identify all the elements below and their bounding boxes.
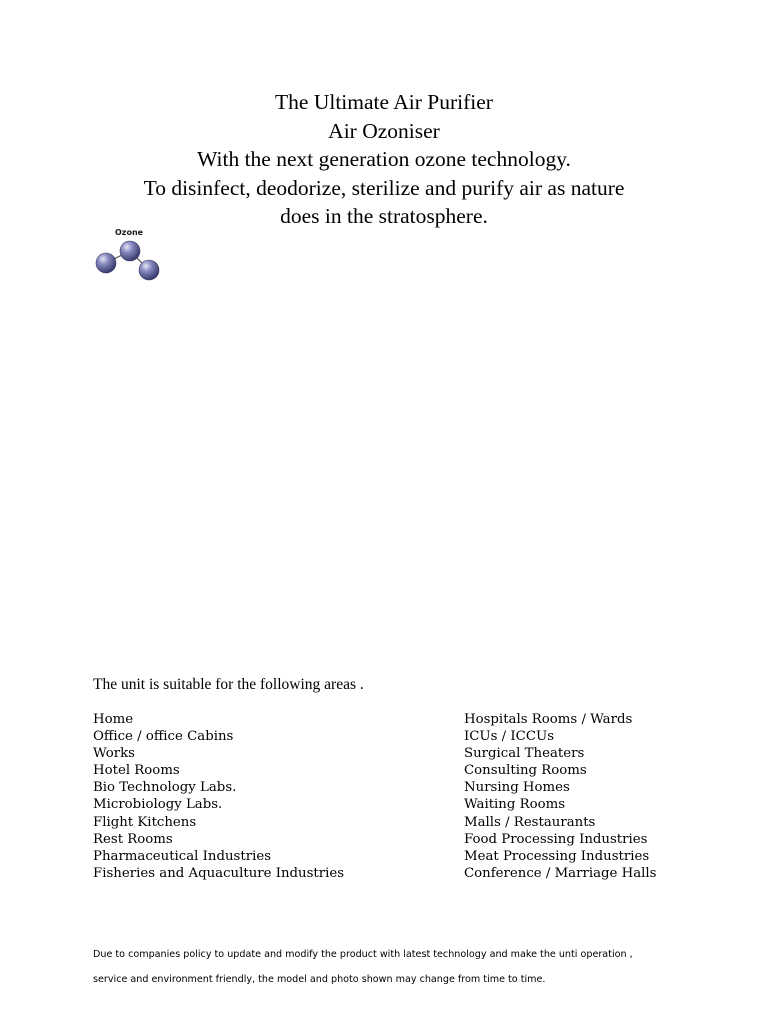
ozone-molecule-icon [92, 226, 164, 286]
product-title: The Ultimate Air Purifier [275, 90, 493, 114]
list-item: Hotel Rooms [93, 763, 180, 779]
list-item: Hospitals Rooms / Wards [464, 712, 633, 727]
list-item: Fisheries and Aquaculture Industries [93, 865, 345, 881]
ozone-label: Ozone [115, 228, 144, 237]
ozone-molecule [92, 226, 164, 286]
list-item: Rest Rooms [93, 831, 173, 847]
disclaimer-line-1: Due to companies policy to update and modify the product with latest technology and make the unti operation , [93, 949, 633, 961]
list-item: Nursing Homes [464, 780, 570, 796]
purpose-line-2: does in the stratosphere. [280, 204, 488, 228]
list-item: Bio Technology Labs. [93, 780, 237, 796]
areas-intro: The unit is suitable for the following areas . [93, 676, 364, 693]
list-item: Works [93, 746, 136, 762]
list-item: Surgical Theaters [464, 746, 585, 762]
list-item: Food Processing Industries [464, 831, 648, 847]
disclaimer-line-2: service and environment friendly, the model and photo shown may change from time to time. [93, 974, 546, 986]
list-item: Flight Kitchens [93, 814, 197, 830]
list-item: Waiting Rooms [464, 797, 566, 813]
list-item: ICUs / ICCUs [464, 729, 555, 745]
areas-list-right [464, 711, 656, 882]
list-item: Home [93, 712, 134, 727]
list-item: Office / office Cabins [93, 729, 234, 745]
title-block [90, 88, 678, 231]
list-item: Consulting Rooms [464, 763, 587, 779]
list-item: Malls / Restaurants [464, 814, 596, 830]
disclaimer [93, 937, 713, 999]
list-item: Microbiology Labs. [93, 797, 223, 813]
purpose-line-1: To disinfect, deodorize, sterilize and purify air as nature [143, 175, 625, 200]
list-item: Meat Processing Industries [464, 848, 650, 864]
technology-tagline: With the next generation ozone technology. [197, 147, 571, 171]
areas-list-left [93, 711, 344, 882]
product-subtitle: Air Ozoniser [328, 118, 440, 143]
list-item: Pharmaceutical Industries [93, 848, 272, 864]
list-item: Conference / Marriage Halls [464, 865, 657, 881]
